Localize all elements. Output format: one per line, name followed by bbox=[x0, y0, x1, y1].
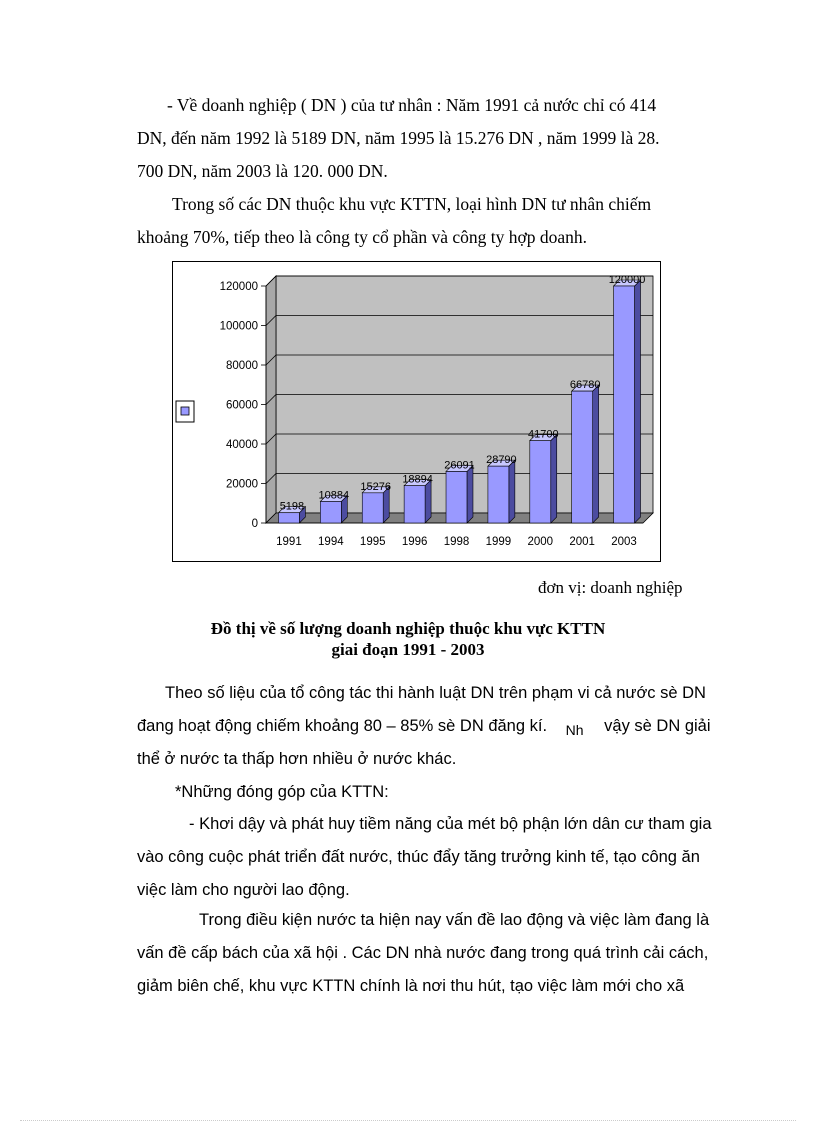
bar bbox=[320, 502, 341, 523]
y-tick-label: 120000 bbox=[219, 281, 258, 293]
x-tick-label: 1991 bbox=[276, 536, 302, 548]
data-label: 66780 bbox=[569, 379, 601, 392]
page-bottom-rule bbox=[20, 1120, 796, 1121]
y-tick-label: 0 bbox=[251, 518, 258, 530]
legend-swatch bbox=[181, 407, 189, 415]
bar-side bbox=[635, 280, 641, 523]
chart-caption-line-1: Đồ thị về số lượng doanh nghiệp thuộc khu vực KTTN bbox=[210, 619, 606, 638]
x-tick-label: 1996 bbox=[401, 536, 428, 548]
y-tick-label: 100000 bbox=[219, 320, 258, 333]
bar-side bbox=[509, 460, 515, 523]
text-fragment-small: Nh bbox=[565, 722, 584, 738]
text-line: thể ở nước ta thấp hơn nhiều ở nước khác. bbox=[137, 750, 457, 768]
data-label: 28790 bbox=[486, 454, 517, 467]
data-label: 15276 bbox=[360, 480, 392, 493]
y-tick-label: 40000 bbox=[226, 439, 258, 451]
text-line: DN, đến năm 1992 là 5189 DN, năm 1995 là 15.276 DN , năm 1999 là 28. bbox=[137, 128, 660, 148]
x-tick-label: 1995 bbox=[359, 536, 386, 548]
paragraph-contribution-1 bbox=[137, 808, 739, 907]
text-line bbox=[137, 710, 739, 743]
text-line: Trong số các DN thuộc khu vực KTTN, loại hình DN tư nhân chiếm bbox=[172, 194, 652, 214]
bar bbox=[572, 391, 593, 523]
text-line: việc làm cho người lao động. bbox=[137, 881, 350, 899]
paragraph-enterprise-types bbox=[137, 188, 739, 254]
contributions-heading: *Những đóng góp của KTTN: bbox=[175, 783, 389, 801]
text-line: - Khơi dậy và phát huy tiềm năng của mét bộ phận lớn dân cư tham gia bbox=[189, 815, 712, 833]
text-line: giảm biên chế, khu vực KTTN chính là nơi thu hút, tạo việc làm mới cho xã bbox=[137, 977, 685, 995]
data-label: 41700 bbox=[527, 428, 559, 441]
chart-caption-line-2: giai đoạn 1991 - 2003 bbox=[331, 640, 485, 659]
bar-side bbox=[467, 465, 473, 523]
data-label: 10884 bbox=[318, 489, 350, 502]
bar bbox=[278, 513, 299, 523]
bar bbox=[362, 493, 383, 523]
text-line: vấn đề cấp bách của xã hội . Các DN nhà nước đang trong quá trình cải cách, bbox=[137, 944, 709, 962]
y-tick-label: 60000 bbox=[226, 399, 258, 412]
y-tick-label: 20000 bbox=[226, 478, 258, 491]
data-label: 5198 bbox=[279, 500, 305, 513]
text-line: vào công cuộc phát triển đất nước, thúc đẩy tăng trưởng kinh tế, tạo công ăn bbox=[137, 848, 700, 866]
x-tick-label: 1994 bbox=[318, 536, 344, 548]
chart-canvas bbox=[173, 262, 660, 561]
data-label: 120000 bbox=[608, 274, 646, 286]
data-label: 26091 bbox=[444, 459, 475, 472]
bar bbox=[530, 441, 551, 523]
y-tick-label: 80000 bbox=[226, 360, 258, 372]
text-fragment: vậy sè DN giải bbox=[604, 717, 711, 735]
paragraph-labor-issue bbox=[137, 904, 739, 1003]
bar bbox=[446, 471, 467, 523]
text-line: Theo số liệu của tổ công tác thi hành luật DN trên phạm vi cả nước sè DN bbox=[165, 684, 706, 702]
unit-label: đơn vị: doanh nghiệp bbox=[538, 578, 683, 597]
text-fragment: đang hoạt động chiếm khoảng 80 – 85% sè DN đăng kí. bbox=[137, 717, 548, 735]
text-line: khoảng 70%, tiếp theo là công ty cổ phần và công ty hợp doanh. bbox=[137, 227, 588, 247]
bar bbox=[488, 466, 509, 523]
bar bbox=[614, 286, 635, 523]
x-tick-label: 1999 bbox=[485, 536, 512, 548]
bar-side bbox=[551, 435, 557, 523]
bar bbox=[404, 486, 425, 523]
bar-side bbox=[425, 480, 431, 523]
text-line: 700 DN, năm 2003 là 120. 000 DN. bbox=[137, 161, 388, 181]
text-line: Trong điều kiện nước ta hiện nay vấn đề lao động và việc làm đang là bbox=[199, 911, 710, 929]
x-tick-label: 2001 bbox=[569, 536, 595, 548]
x-tick-label: 2003 bbox=[611, 536, 637, 548]
paragraph-active-enterprises bbox=[137, 677, 739, 776]
text-line: - Về doanh nghiệp ( DN ) của tư nhân : Năm 1991 cả nước chỉ có 414 bbox=[167, 95, 657, 115]
paragraph-private-enterprises bbox=[137, 89, 739, 188]
x-tick-label: 1998 bbox=[443, 536, 470, 548]
bar-side bbox=[593, 385, 599, 523]
data-label: 18894 bbox=[402, 473, 433, 486]
x-tick-label: 2000 bbox=[527, 536, 554, 548]
enterprise-count-chart bbox=[172, 261, 661, 562]
